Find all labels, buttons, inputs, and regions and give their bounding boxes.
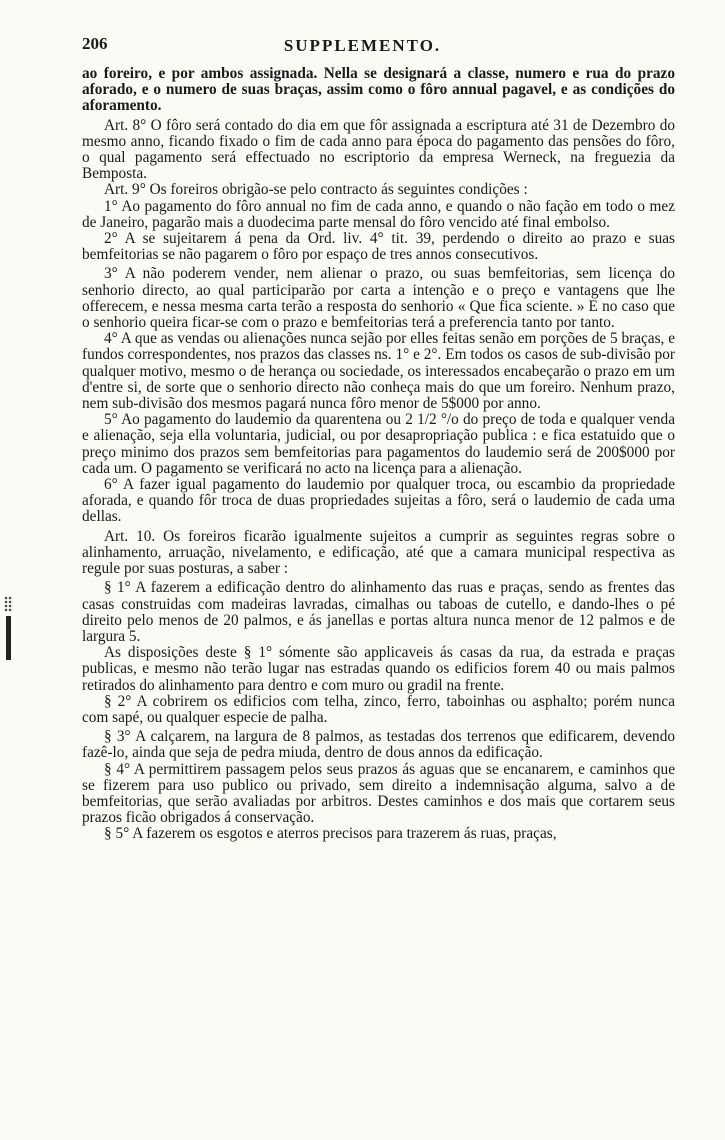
section-3: § 3° A calçarem, na largura de 8 palmos, as testadas dos terrenos que edificarem, devendo fazê-lo, ainda que seja de pedra miuda, dentro de dous annos da edificação.: [82, 728, 675, 762]
paragraph-continuation: ao foreiro, e por ambos assignada. Nella se designará a classe, numero e rua do prazo aforado, e o numero de suas braças, assim como o fôro annual pagavel, e as condições do aforamento.: [82, 65, 675, 115]
condition-1: 1° Ao pagamento do fôro annual no fim de cada anno, e quando o não fação em todo o mez de Janeiro, pagarão mais a duodecima parte mensal do fôro vencido até final embolso.: [82, 197, 675, 231]
margin-binding-mark: [6, 616, 11, 660]
article-10: Art. 10. Os foreiros ficarão igualmente sujeitos a cumprir as seguintes regras sobre o alinhamento, arruação, nivelamento, e edificação, até que a camara municipal respectiva as regule por suas posturas, a saber :: [82, 527, 675, 578]
section-5: § 5° A fazerem os esgotos e aterros precisos para trazerem ás ruas, praças,: [104, 825, 557, 843]
section-2: § 2° A cobrirem os edificios com telha, zinco, ferro, taboinhas ou asphalto; porém nunca com sapé, ou qualquer especie de palha.: [82, 692, 675, 726]
condition-5: 5° Ao pagamento do laudemio da quarentena ou 2 1/2 °/o do preço de toda e qualquer venda e alienação, seja ella voluntaria, judicial, ou por desapropriação publica : e fica estatuido que o preço minimo dos prazos sem bemfeitorias para pagamentos do laudemio será de 200$000 por cada um. O pagamento se verificará no acto na licença para a alienação.: [82, 411, 675, 477]
margin-smudge: [4, 596, 13, 612]
page-number: 206: [82, 34, 108, 53]
section-1: § 1° A fazerem a edificação dentro do alinhamento das ruas e praças, sendo as frentes das casas construidas com madeiras lavradas, cimalhas ou taboas de cutello, e dando-lhes o pé direito pelo menos de 20 palmos, e ás janellas e portas altura nunca menor de 12 palmos e de largura 5.: [82, 579, 675, 645]
article-8: Art. 8° O fôro será contado do dia em que fôr assignada a escriptura até 31 de Dezembro do mesmo anno, ficando fixado o fim de cada anno para época do pagamento das pensões do fôro, o qual pagamento será effectuado no escriptorio da empresa Werneck, na freguezia da Bemposta.: [82, 116, 675, 183]
running-title: SUPPLEMENTO.: [283, 36, 442, 55]
condition-4: 4° A que as vendas ou alienações nunca sejão por elles feitas senão em porções de 5 braças, e fundos correspondentes, nos prazos das classes ns. 1° e 2°. Em todos os casos de sub-divisão por qualquer motivo, mesmo o de herança ou sociedade, os interessados encabeçarão o prazo em um d'entre si, de sorte que o senhorio directo não conheça mais do que um foreiro. Nenhum prazo, nem sub-divisão dos mesmos pagará nunca fôro menor de 5$000 por anno.: [82, 330, 675, 413]
condition-2: 2° A se sujeitarem á pena da Ord. liv. 4° tit. 39, perdendo o direito ao prazo e suas bemfeitorias se não pagarem o fôro por espaço de tres annos consecutivos.: [82, 230, 675, 264]
condition-6: 6° A fazer igual pagamento do laudemio por qualquer troca, ou escambio da propriedade aforada, e quando fôr troca de duas propriedades sujeitas a fôro, será o laudemio de cada uma dellas.: [82, 476, 675, 526]
section-4: § 4° A permittirem passagem pelos seus prazos ás aguas que se encanarem, e caminhos que se fizerem para uso publico ou privado, sem direito a indemnisação alguma, salvo a de bemfeitorias, que serão avaliadas por arbitros. Destes caminhos e dos mais que cortarem seus prazos ficão obrigados á conservação.: [82, 760, 675, 827]
article-9: Art. 9° Os foreiros obrigão-se pelo contracto ás seguintes condições :: [104, 181, 528, 199]
section-1-note: As disposições deste § 1° sómente são applicaveis ás casas da rua, da estrada e praças publicas, e mesmo não terão lugar nas estradas quando os edificios forem 40 ou mais palmos retirados do alinhamento para dentro e com muro ou gradil na frente.: [82, 644, 675, 694]
body-text: [82, 66, 675, 843]
condition-3: 3° A não poderem vender, nem alienar o prazo, ou suas bemfeitorias, sem licença do senhorio directo, ao qual participarão por carta a intenção e o preço e vantagens que lhe offerecem, e nessa mesma carta terão a resposta do senhorio « Que fica sciente. » E no caso que o senhorio queira ficar-se com o prazo e bemfeitorias terá a preferencia tanto por tanto.: [82, 265, 675, 332]
